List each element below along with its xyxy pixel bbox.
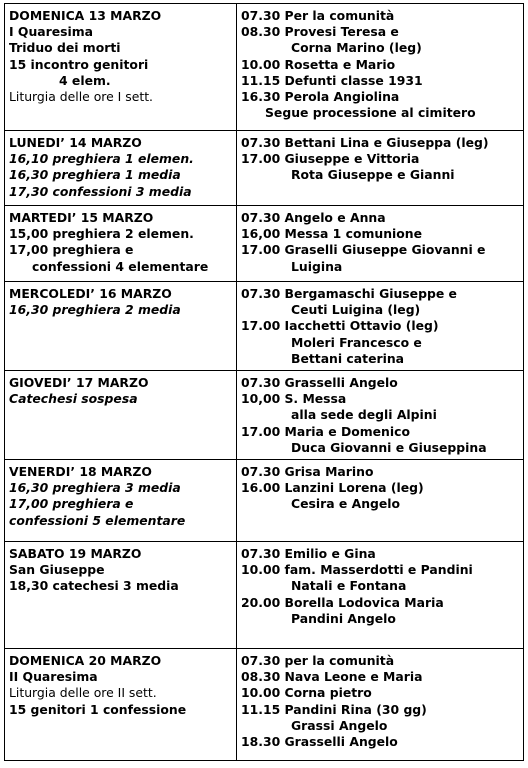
- day-note-line: 17,30 confessioni 3 media: [9, 183, 192, 199]
- day-info-cell: [5, 542, 237, 649]
- mass-intention-line: 10.00 Corna pietro: [241, 685, 372, 701]
- day-row: [5, 649, 524, 761]
- mass-intention-line: 07.30 Bergamaschi Giuseppe e: [241, 286, 457, 301]
- mass-intention-line: 17.00 Maria e Domenico: [241, 423, 410, 439]
- day-row: [5, 282, 524, 371]
- mass-intention-line: 17.00 Iacchetti Ottavio (leg): [241, 318, 439, 334]
- weekly-schedule-table: [4, 3, 524, 761]
- mass-intention-line: 16.30 Perola Angiolina: [241, 89, 400, 105]
- day-heading: DOMENICA 20 MARZO: [9, 653, 162, 669]
- day-note-line: 18,30 catechesi 3 media: [9, 578, 179, 594]
- day-info-cell: [5, 460, 237, 542]
- mass-intention-line: 17.00 Giuseppe e Vittoria: [241, 151, 420, 167]
- day-note-line: 15,00 preghiera 2 elemen.: [9, 226, 194, 242]
- day-info-cell: [5, 371, 237, 460]
- day-note-line: 16,30 preghiera 1 media: [9, 167, 181, 183]
- masses-cell: [237, 131, 524, 206]
- day-heading: DOMENICA 13 MARZO: [9, 8, 162, 23]
- mass-intention-line: Natali e Fontana: [291, 578, 407, 594]
- mass-intention-line: 11.15 Defunti classe 1931: [241, 72, 423, 88]
- day-info-cell: [5, 206, 237, 282]
- mass-intention-line: 07.30 Bettani Lina e Giuseppa (leg): [241, 135, 489, 150]
- mass-intention-line: 10,00 S. Messa: [241, 391, 347, 407]
- day-info-cell: [5, 131, 237, 206]
- day-note-line: Liturgia delle ore I sett.: [9, 89, 153, 105]
- masses-cell: [237, 460, 524, 542]
- mass-intention-line: 07.30 per la comunità: [241, 653, 395, 669]
- day-heading: VENERDI’ 18 MARZO: [9, 464, 152, 480]
- day-note-line: 17,00 preghiera e: [9, 242, 134, 258]
- mass-intention-line: 10.00 fam. Masserdotti e Pandini: [241, 562, 473, 578]
- mass-intention-line: Grassi Angelo: [291, 717, 388, 733]
- day-note-line: 4 elem.: [59, 72, 111, 88]
- day-row: [5, 206, 524, 282]
- day-row: [5, 4, 524, 131]
- mass-intention-line: 07.30 Grasselli Angelo: [241, 375, 398, 391]
- mass-intention-line: Pandini Angelo: [291, 610, 396, 626]
- day-note-line: Triduo dei morti: [9, 40, 121, 56]
- day-note-line: confessioni 4 elementare: [32, 258, 209, 274]
- mass-intention-line: Moleri Francesco e: [291, 334, 422, 350]
- mass-intention-line: Bettani caterina: [291, 350, 405, 366]
- day-note-line: 16,30 preghiera 2 media: [9, 302, 181, 318]
- mass-intention-line: Duca Giovanni e Giuseppina: [291, 439, 487, 455]
- day-note-line: Catechesi sospesa: [9, 391, 138, 407]
- mass-intention-line: 16,00 Messa 1 comunione: [241, 226, 422, 242]
- masses-cell: [237, 4, 524, 131]
- mass-intention-line: 17.00 Graselli Giuseppe Giovanni e: [241, 242, 486, 258]
- day-info-cell: [5, 4, 237, 131]
- mass-intention-line: 08.30 Provesi Teresa e: [241, 24, 399, 40]
- mass-intention-line: Ceuti Luigina (leg): [291, 302, 421, 318]
- masses-cell: [237, 282, 524, 371]
- mass-intention-line: 10.00 Rosetta e Mario: [241, 56, 396, 72]
- mass-intention-line: 18.30 Grasselli Angelo: [241, 734, 398, 750]
- day-note-line: 15 genitori 1 confessione: [9, 701, 187, 717]
- day-note-line: II Quaresima: [9, 669, 98, 685]
- masses-cell: [237, 542, 524, 649]
- day-info-cell: [5, 282, 237, 371]
- day-heading: GIOVEDI’ 17 MARZO: [9, 375, 149, 391]
- day-heading: MARTEDI’ 15 MARZO: [9, 210, 154, 225]
- mass-intention-line: Rota Giuseppe e Gianni: [291, 167, 455, 183]
- day-note-line: Liturgia delle ore II sett.: [9, 685, 157, 701]
- day-note-line: 17,00 preghiera e: [9, 496, 134, 512]
- mass-intention-line: alla sede degli Alpini: [291, 407, 437, 423]
- day-row: [5, 371, 524, 460]
- mass-intention-line: 08.30 Nava Leone e Maria: [241, 669, 423, 685]
- day-heading: MERCOLEDI’ 16 MARZO: [9, 286, 172, 301]
- masses-cell: [237, 206, 524, 282]
- schedule-body: [5, 4, 524, 761]
- mass-intention-line: 16.00 Lanzini Lorena (leg): [241, 480, 424, 496]
- day-info-cell: [5, 649, 237, 761]
- mass-intention-line: 20.00 Borella Lodovica Maria: [241, 594, 444, 610]
- mass-intention-line: 07.30 Emilio e Gina: [241, 546, 376, 562]
- mass-intention-line: Corna Marino (leg): [291, 40, 422, 56]
- day-heading: SABATO 19 MARZO: [9, 546, 142, 562]
- mass-intention-line: Luigina: [291, 258, 343, 274]
- day-note-line: confessioni 5 elementare: [9, 512, 186, 528]
- day-heading: LUNEDI’ 14 MARZO: [9, 135, 142, 150]
- day-note-line: 15 incontro genitori: [9, 56, 149, 72]
- masses-cell: [237, 649, 524, 761]
- mass-intention-line: 07.30 Grisa Marino: [241, 464, 374, 480]
- mass-intention-line: Cesira e Angelo: [291, 496, 401, 512]
- day-row: [5, 460, 524, 542]
- mass-intention-line: 07.30 Angelo e Anna: [241, 210, 386, 225]
- mass-intention-line: Segue processione al cimitero: [265, 105, 476, 121]
- day-note-line: I Quaresima: [9, 24, 94, 40]
- masses-cell: [237, 371, 524, 460]
- day-note-line: 16,10 preghiera 1 elemen.: [9, 151, 194, 167]
- day-row: [5, 542, 524, 649]
- mass-intention-line: 11.15 Pandini Rina (30 gg): [241, 701, 427, 717]
- day-note-line: 16,30 preghiera 3 media: [9, 480, 181, 496]
- mass-intention-line: 07.30 Per la comunità: [241, 8, 395, 23]
- day-note-line: San Giuseppe: [9, 562, 105, 578]
- day-row: [5, 131, 524, 206]
